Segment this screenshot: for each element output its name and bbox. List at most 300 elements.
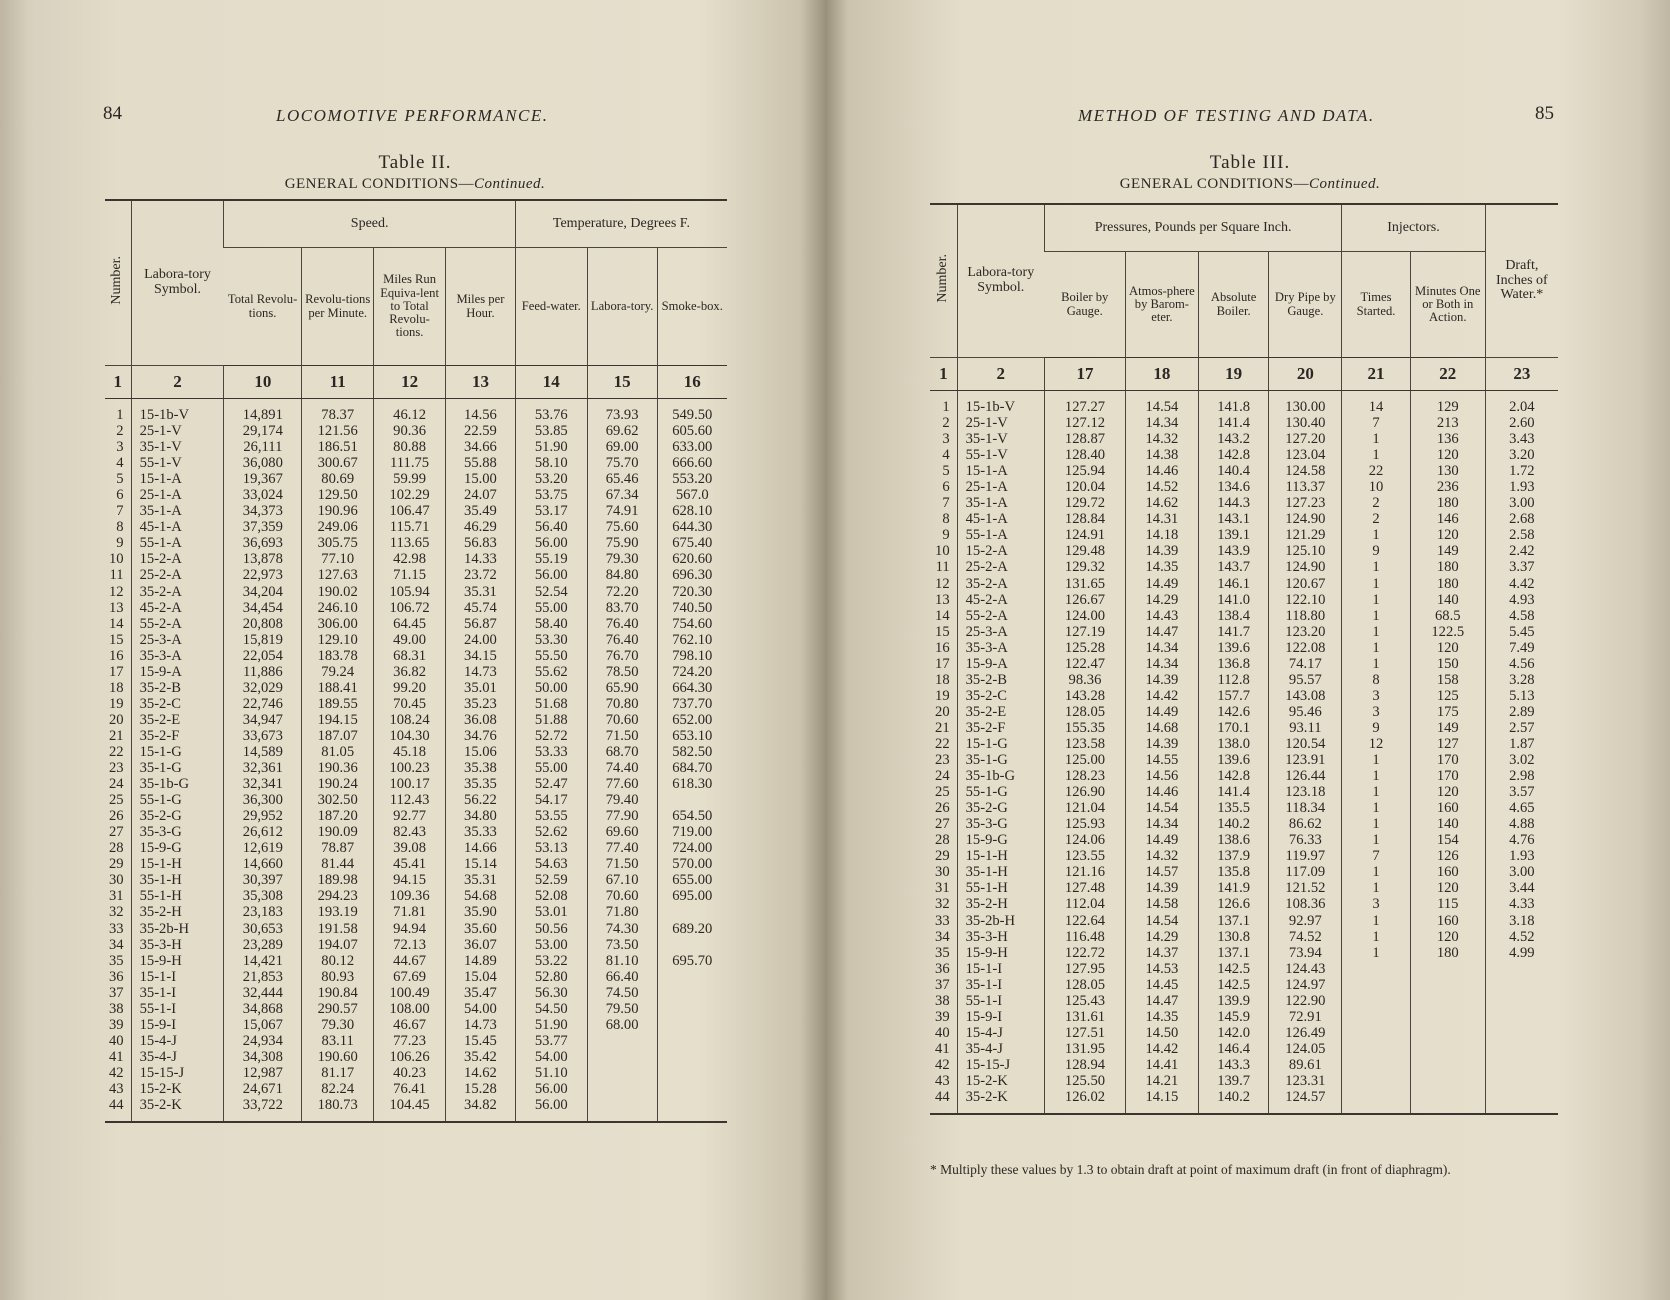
data-cell: 125.43 <box>1044 993 1125 1009</box>
data-cell: 95.46 <box>1269 704 1342 720</box>
table-row <box>105 872 727 888</box>
data-cell: 126.90 <box>1044 784 1125 800</box>
row-number: 20 <box>935 703 950 720</box>
table-row <box>930 640 1558 656</box>
data-cell: 51.90 <box>515 1017 587 1033</box>
data-cell: 1 <box>1342 559 1411 575</box>
data-cell: 719.00 <box>657 824 727 840</box>
data-cell: 94.94 <box>374 921 446 937</box>
lab-symbol: 25-1-A <box>131 487 224 503</box>
row-number: 33 <box>109 920 124 937</box>
data-cell: 36,080 <box>224 455 302 471</box>
data-cell: 32,029 <box>224 680 302 696</box>
row-number: 17 <box>109 663 124 680</box>
data-cell: 294.23 <box>302 888 374 904</box>
data-cell: 121.16 <box>1044 864 1125 880</box>
data-cell <box>1342 961 1411 977</box>
data-cell: 14.68 <box>1126 720 1199 736</box>
row-number: 3 <box>116 439 124 456</box>
data-cell: 290.57 <box>302 1001 374 1017</box>
data-cell: 14,660 <box>224 856 302 872</box>
data-cell: 92.97 <box>1269 913 1342 929</box>
data-cell: 34,454 <box>224 600 302 616</box>
data-cell: 724.20 <box>657 664 727 680</box>
page-number: 85 <box>1535 103 1554 124</box>
data-cell: 129.10 <box>302 632 374 648</box>
lab-symbol: 35-3-G <box>957 816 1044 832</box>
data-cell: 24,934 <box>224 1033 302 1049</box>
lab-symbol: 35-1-V <box>957 431 1044 447</box>
data-cell: 14.15 <box>1126 1089 1199 1105</box>
data-cell: 106.26 <box>374 1049 446 1065</box>
data-cell: 139.6 <box>1198 640 1269 656</box>
row-number: 21 <box>109 727 124 744</box>
data-cell: 14.56 <box>446 407 516 423</box>
data-cell: 34.66 <box>446 439 516 455</box>
data-cell: 4.58 <box>1485 608 1558 624</box>
data-cell: 108.24 <box>374 712 446 728</box>
data-cell: 126.67 <box>1044 592 1125 608</box>
lab-symbol: 15-4-J <box>131 1033 224 1049</box>
data-cell: 14.66 <box>446 840 516 856</box>
row-number: 9 <box>116 535 124 552</box>
table-row <box>105 792 727 808</box>
data-cell: 53.00 <box>515 937 587 953</box>
data-cell: 125.50 <box>1044 1073 1125 1089</box>
data-cell: 100.17 <box>374 776 446 792</box>
data-cell: 4.76 <box>1485 832 1558 848</box>
data-cell: 125.93 <box>1044 816 1125 832</box>
data-cell: 124.43 <box>1269 961 1342 977</box>
right-page <box>830 0 1670 1300</box>
data-cell: 50.00 <box>515 680 587 696</box>
data-cell: 128.84 <box>1044 511 1125 527</box>
table-row <box>105 985 727 1001</box>
row-number: 4 <box>116 455 124 472</box>
data-cell: 30,653 <box>224 921 302 937</box>
row-number: 6 <box>942 479 950 496</box>
data-cell: 70.60 <box>587 888 657 904</box>
data-cell: 14.62 <box>1126 495 1199 511</box>
data-cell: 720.30 <box>657 584 727 600</box>
data-cell: 130.00 <box>1269 399 1342 415</box>
lab-symbol: 45-2-A <box>957 592 1044 608</box>
lab-symbol: 35-2b-H <box>131 921 224 937</box>
data-cell: 33,673 <box>224 728 302 744</box>
data-cell: 123.18 <box>1269 784 1342 800</box>
data-cell: 14.73 <box>446 664 516 680</box>
row-number: 16 <box>935 639 950 656</box>
data-cell: 98.36 <box>1044 672 1125 688</box>
lab-symbol: 45-1-A <box>131 519 224 535</box>
data-cell: 78.50 <box>587 664 657 680</box>
table-row <box>930 672 1558 688</box>
data-cell: 130.8 <box>1198 929 1269 945</box>
data-cell: 30,397 <box>224 872 302 888</box>
lab-symbol: 55-1-H <box>957 880 1044 896</box>
data-cell: 146 <box>1410 511 1485 527</box>
data-cell: 53.13 <box>515 840 587 856</box>
data-cell: 4.88 <box>1485 816 1558 832</box>
data-cell: 54.68 <box>446 888 516 904</box>
header-col14: Feed-water. <box>515 248 587 366</box>
table-row <box>105 1049 727 1065</box>
data-cell: 108.00 <box>374 1001 446 1017</box>
data-cell: 122.90 <box>1269 993 1342 1009</box>
data-cell: 79.24 <box>302 664 374 680</box>
data-cell: 1 <box>1342 784 1411 800</box>
data-cell: 125.00 <box>1044 752 1125 768</box>
data-cell: 55.19 <box>515 551 587 567</box>
row-number: 42 <box>935 1056 950 1073</box>
data-cell: 605.60 <box>657 423 727 439</box>
data-cell: 14.32 <box>1126 848 1199 864</box>
header-number: Number. <box>105 200 131 366</box>
data-cell: 14.47 <box>1126 993 1199 1009</box>
data-cell <box>1410 993 1485 1009</box>
data-cell: 7 <box>1342 848 1411 864</box>
data-cell: 35.31 <box>446 872 516 888</box>
table-row <box>930 832 1558 848</box>
table-subtitle: GENERAL CONDITIONS—Continued. <box>1119 176 1381 192</box>
data-cell: 1.72 <box>1485 463 1558 479</box>
lab-symbol: 15-2-A <box>957 543 1044 559</box>
data-cell: 124.58 <box>1269 463 1342 479</box>
data-cell: 29,174 <box>224 423 302 439</box>
data-cell: 1 <box>1342 929 1411 945</box>
data-cell <box>657 969 727 985</box>
data-cell: 99.20 <box>374 680 446 696</box>
table-row <box>930 576 1558 592</box>
data-cell: 74.50 <box>587 985 657 1001</box>
data-cell: 15.14 <box>446 856 516 872</box>
data-cell: 65.90 <box>587 680 657 696</box>
table-row <box>105 455 727 471</box>
data-cell: 582.50 <box>657 744 727 760</box>
lab-symbol: 55-1-G <box>957 784 1044 800</box>
data-cell <box>1410 977 1485 993</box>
table-row <box>930 527 1558 543</box>
data-cell: 68.00 <box>587 1017 657 1033</box>
lab-symbol: 35-2-K <box>957 1089 1044 1105</box>
data-cell: 2.58 <box>1485 527 1558 543</box>
data-cell: 798.10 <box>657 648 727 664</box>
data-cell: 570.00 <box>657 856 727 872</box>
lab-symbol: 15-2-A <box>131 551 224 567</box>
data-cell: 35.38 <box>446 760 516 776</box>
data-cell: 675.40 <box>657 535 727 551</box>
data-cell: 75.90 <box>587 535 657 551</box>
row-number: 20 <box>109 711 124 728</box>
data-cell: 34,373 <box>224 503 302 519</box>
data-cell: 35.23 <box>446 696 516 712</box>
row-number: 34 <box>935 928 950 945</box>
data-cell: 51.68 <box>515 696 587 712</box>
data-cell: 74.17 <box>1269 656 1342 672</box>
data-cell: 68.70 <box>587 744 657 760</box>
data-cell: 117.09 <box>1269 864 1342 880</box>
table-row <box>105 600 727 616</box>
data-cell: 190.60 <box>302 1049 374 1065</box>
data-cell: 143.1 <box>1198 511 1269 527</box>
data-cell: 34.80 <box>446 808 516 824</box>
data-cell: 124.57 <box>1269 1089 1342 1105</box>
data-cell: 53.76 <box>515 407 587 423</box>
data-cell: 14.39 <box>1126 880 1199 896</box>
data-cell: 3.18 <box>1485 913 1558 929</box>
data-cell: 183.78 <box>302 648 374 664</box>
data-cell: 54.00 <box>446 1001 516 1017</box>
data-cell: 44.67 <box>374 953 446 969</box>
data-cell: 22.59 <box>446 423 516 439</box>
row-number: 44 <box>109 1097 124 1114</box>
data-cell: 4.33 <box>1485 896 1558 912</box>
data-cell: 187.07 <box>302 728 374 744</box>
data-cell <box>1485 977 1558 993</box>
data-cell: 15.45 <box>446 1033 516 1049</box>
table-row <box>930 431 1558 447</box>
data-cell: 127.20 <box>1269 431 1342 447</box>
row-number: 7 <box>942 495 950 512</box>
lab-symbol: 15-9-H <box>131 953 224 969</box>
footnote: * Multiply these values by 1.3 to obtain draft at point of maximum draft (in front of diaphragm). <box>930 1162 1451 1177</box>
data-cell: 78.87 <box>302 840 374 856</box>
data-cell: 129.32 <box>1044 559 1125 575</box>
row-number: 41 <box>935 1040 950 1057</box>
data-cell: 1 <box>1342 624 1411 640</box>
data-cell: 55.50 <box>515 648 587 664</box>
table-row <box>105 503 727 519</box>
lab-symbol: 15-1-G <box>131 744 224 760</box>
table-row <box>105 824 727 840</box>
running-head: METHOD OF TESTING AND DATA. <box>1078 106 1375 125</box>
lab-symbol: 35-4-J <box>131 1049 224 1065</box>
lab-symbol: 35-2-E <box>131 712 224 728</box>
lab-symbol: 35-2-A <box>131 584 224 600</box>
data-cell: 7 <box>1342 415 1411 431</box>
data-cell: 34.76 <box>446 728 516 744</box>
data-cell: 14.54 <box>1126 913 1199 929</box>
data-cell: 46.67 <box>374 1017 446 1033</box>
data-cell: 2.98 <box>1485 768 1558 784</box>
data-cell: 14.32 <box>1126 431 1199 447</box>
data-cell: 58.40 <box>515 616 587 632</box>
data-cell: 14.49 <box>1126 704 1199 720</box>
column-number-row: 1 2 17 18 19 20 21 22 23 <box>930 358 1558 391</box>
data-cell: 628.10 <box>657 503 727 519</box>
data-cell: 134.6 <box>1198 479 1269 495</box>
data-cell: 14.33 <box>446 551 516 567</box>
data-cell: 19,367 <box>224 471 302 487</box>
data-cell: 128.40 <box>1044 447 1125 463</box>
data-cell: 70.45 <box>374 696 446 712</box>
data-cell <box>1485 1089 1558 1105</box>
row-number: 38 <box>109 1000 124 1017</box>
row-number: 40 <box>109 1032 124 1049</box>
lab-symbol: 15-4-J <box>957 1025 1044 1041</box>
data-cell: 129.72 <box>1044 495 1125 511</box>
row-number: 19 <box>109 695 124 712</box>
lab-symbol: 35-2-E <box>957 704 1044 720</box>
data-cell: 14.18 <box>1126 527 1199 543</box>
table-row <box>105 744 727 760</box>
data-cell: 123.04 <box>1269 447 1342 463</box>
data-cell <box>587 1033 657 1049</box>
data-cell <box>1410 1009 1485 1025</box>
data-cell: 100.23 <box>374 760 446 776</box>
lab-symbol: 15-1b-V <box>131 407 224 423</box>
row-number: 3 <box>942 431 950 448</box>
table-row <box>105 728 727 744</box>
data-cell: 154 <box>1410 832 1485 848</box>
row-number: 10 <box>109 551 124 568</box>
data-cell: 15.00 <box>446 471 516 487</box>
data-cell: 104.45 <box>374 1097 446 1113</box>
lab-symbol: 55-2-A <box>957 608 1044 624</box>
data-cell: 664.30 <box>657 680 727 696</box>
data-cell: 14.29 <box>1126 929 1199 945</box>
data-cell: 695.70 <box>657 953 727 969</box>
data-cell: 55.00 <box>515 600 587 616</box>
table-row <box>105 471 727 487</box>
row-number: 9 <box>942 527 950 544</box>
data-cell: 3.00 <box>1485 495 1558 511</box>
table-row <box>105 776 727 792</box>
data-cell: 128.94 <box>1044 1057 1125 1073</box>
data-cell: 56.00 <box>515 535 587 551</box>
data-cell: 138.6 <box>1198 832 1269 848</box>
lab-symbol: 35-2-C <box>131 696 224 712</box>
data-cell: 42.98 <box>374 551 446 567</box>
table-row <box>105 439 727 455</box>
data-cell <box>1485 993 1558 1009</box>
data-cell: 146.4 <box>1198 1041 1269 1057</box>
data-cell: 190.02 <box>302 584 374 600</box>
data-cell: 74.91 <box>587 503 657 519</box>
data-cell: 138.4 <box>1198 608 1269 624</box>
row-number: 32 <box>109 904 124 921</box>
data-cell: 122.10 <box>1269 592 1342 608</box>
data-cell: 737.70 <box>657 696 727 712</box>
data-cell: 69.00 <box>587 439 657 455</box>
data-cell: 56.87 <box>446 616 516 632</box>
table-row <box>105 616 727 632</box>
data-cell: 689.20 <box>657 921 727 937</box>
lab-symbol: 25-2-A <box>131 567 224 583</box>
data-cell: 3.28 <box>1485 672 1558 688</box>
lab-symbol: 55-1-V <box>131 455 224 471</box>
row-number: 43 <box>935 1072 950 1089</box>
data-cell: 754.60 <box>657 616 727 632</box>
data-cell: 141.4 <box>1198 784 1269 800</box>
data-cell <box>1485 1009 1558 1025</box>
data-cell: 653.10 <box>657 728 727 744</box>
lab-symbol: 25-3-A <box>957 624 1044 640</box>
data-cell <box>657 1017 727 1033</box>
table-row <box>930 592 1558 608</box>
data-cell: 83.70 <box>587 600 657 616</box>
data-cell: 188.41 <box>302 680 374 696</box>
lab-symbol: 25-2-A <box>957 559 1044 575</box>
data-cell <box>657 1097 727 1113</box>
data-cell: 52.80 <box>515 969 587 985</box>
data-cell: 724.00 <box>657 840 727 856</box>
data-cell <box>1485 961 1558 977</box>
data-cell: 1.93 <box>1485 479 1558 495</box>
data-cell: 66.40 <box>587 969 657 985</box>
header-col11: Revolu-tions per Minute. <box>302 248 374 366</box>
table-row <box>930 1009 1558 1025</box>
data-cell: 35.31 <box>446 584 516 600</box>
data-cell: 127.95 <box>1044 961 1125 977</box>
data-cell: 123.91 <box>1269 752 1342 768</box>
lab-symbol: 35-3-A <box>957 640 1044 656</box>
data-cell: 21,853 <box>224 969 302 985</box>
data-cell: 120 <box>1410 784 1485 800</box>
data-cell: 126.44 <box>1269 768 1342 784</box>
data-cell: 76.33 <box>1269 832 1342 848</box>
table-row <box>930 704 1558 720</box>
lab-symbol: 55-1-A <box>131 535 224 551</box>
header-col18: Atmos-phere by Barom-eter. <box>1126 252 1199 358</box>
data-cell: 1 <box>1342 864 1411 880</box>
data-cell: 129.48 <box>1044 543 1125 559</box>
table-row <box>105 808 727 824</box>
data-cell: 120 <box>1410 640 1485 656</box>
data-cell: 122.47 <box>1044 656 1125 672</box>
row-number: 41 <box>109 1048 124 1065</box>
data-cell <box>1342 1073 1411 1089</box>
data-cell: 4.52 <box>1485 929 1558 945</box>
data-cell: 83.11 <box>302 1033 374 1049</box>
data-cell: 55.00 <box>515 760 587 776</box>
data-cell: 121.52 <box>1269 880 1342 896</box>
data-cell: 149 <box>1410 720 1485 736</box>
data-cell: 52.08 <box>515 888 587 904</box>
data-cell <box>657 1065 727 1081</box>
lab-symbol: 15-15-J <box>131 1065 224 1081</box>
data-cell: 79.30 <box>587 551 657 567</box>
data-cell <box>1342 1025 1411 1041</box>
data-cell: 170.1 <box>1198 720 1269 736</box>
data-cell: 180 <box>1410 945 1485 961</box>
data-cell: 82.24 <box>302 1081 374 1097</box>
data-cell: 56.83 <box>446 535 516 551</box>
data-cell: 136 <box>1410 431 1485 447</box>
lab-symbol: 55-1-I <box>131 1001 224 1017</box>
data-cell: 1 <box>1342 832 1411 848</box>
data-cell: 33,722 <box>224 1097 302 1113</box>
data-cell <box>1410 1025 1485 1041</box>
lab-symbol: 35-1-I <box>131 985 224 1001</box>
header-col21: Times Started. <box>1342 252 1411 358</box>
data-cell <box>1342 993 1411 1009</box>
data-cell: 36.07 <box>446 937 516 953</box>
data-cell: 14.31 <box>1126 511 1199 527</box>
data-cell: 14,589 <box>224 744 302 760</box>
data-cell: 35.33 <box>446 824 516 840</box>
lab-symbol: 55-2-A <box>131 616 224 632</box>
row-number: 2 <box>942 415 950 432</box>
data-cell: 644.30 <box>657 519 727 535</box>
data-cell: 51.10 <box>515 1065 587 1081</box>
data-cell: 109.36 <box>374 888 446 904</box>
data-cell: 53.77 <box>515 1033 587 1049</box>
data-cell: 3.37 <box>1485 559 1558 575</box>
data-cell: 1 <box>1342 913 1411 929</box>
row-number: 32 <box>935 896 950 913</box>
table-row <box>930 913 1558 929</box>
